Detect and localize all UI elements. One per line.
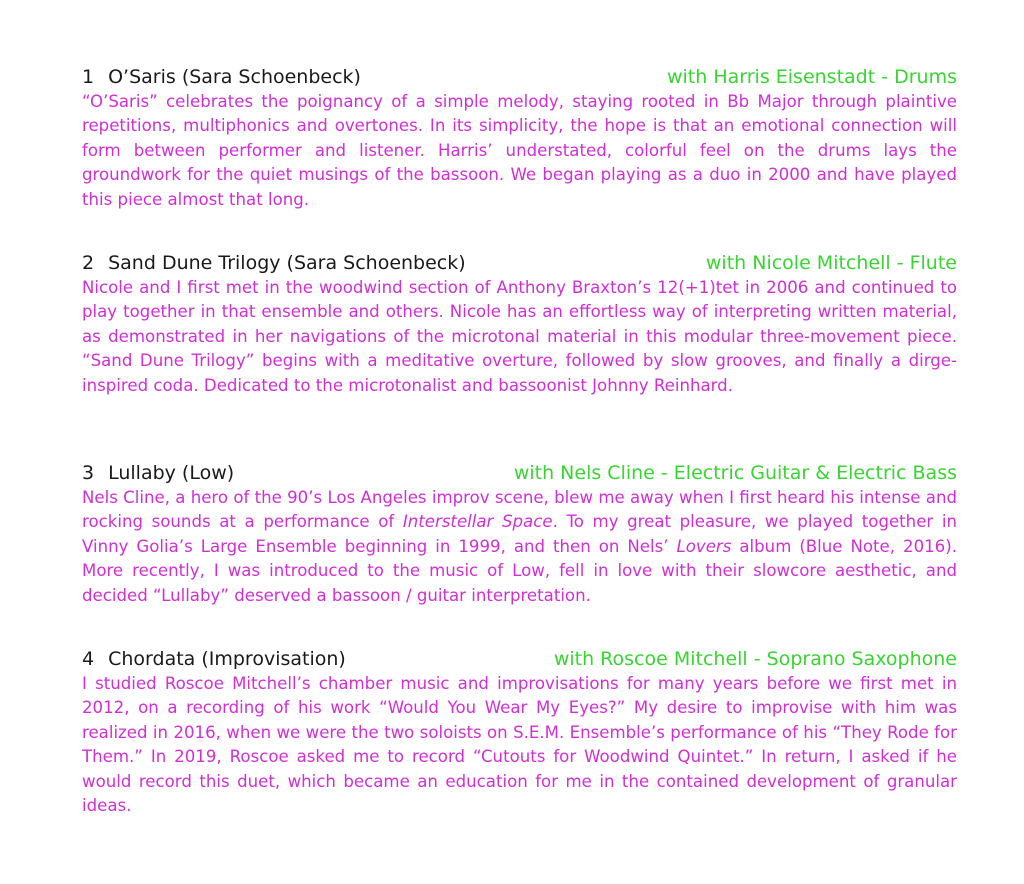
track-2: [82, 250, 957, 398]
track-header: [82, 64, 957, 90]
track-guest: with Nicole Mitchell - Flute: [705, 252, 957, 274]
track-header: [82, 250, 957, 276]
track-3: [82, 460, 957, 608]
track-number: 1: [82, 66, 95, 88]
track-title-text: Lullaby (Low): [108, 462, 235, 484]
track-title-text: Chordata (Improvisation): [108, 648, 346, 670]
description-text: Nicole and I first met in the woodwind section of Anthony Braxton’s 12(+1)tet in 2006 and continued to play together in that ensemble and others. Nicole has an effortless way of interpreting written material, as demonstrated in her navigations of the microtonal material in this modular three-movement piece. “Sand Dune Trilogy” begins with a meditative overture, followed by slow grooves, and finally a dirge-inspired coda. Dedicated to the microtonalist and bassoonist Johnny Reinhard.: [82, 278, 957, 395]
description-text: album (Blue Note, 2016). More recently, I was introduced to the music of Low, fell in love with their slowcore aesthetic, and decided “Lullaby” deserved a bassoon / guitar interpretation.: [82, 536, 957, 605]
track-4: [82, 646, 957, 818]
track-description: [82, 672, 957, 818]
track-title: [82, 646, 346, 672]
track-guest: with Roscoe Mitchell - Soprano Saxophone: [553, 648, 957, 670]
track-title: [82, 64, 361, 90]
description-text: . To my great pleasure, we played together in Vinny Golia’s Large Ensemble beginning in 1999, and then on Nels’: [82, 512, 957, 556]
track-title: [82, 250, 466, 276]
track-number: 3: [82, 462, 95, 484]
track-number: 2: [82, 252, 95, 274]
track-title: [82, 460, 234, 486]
description-text: “O’Saris” celebrates the poignancy of a simple melody, staying rooted in Bb Major through plaintive repetitions, multiphonics and overtones. In its simplicity, the hope is that an emotional connection will form between performer and listener. Harris’ understated, colorful feel on the drums lays the groundwork for the quiet musings of the bassoon. We began playing as a duo in 2000 and have played this piece almost that long.: [82, 92, 957, 209]
track-guest: with Nels Cline - Electric Guitar & Electric Bass: [513, 462, 957, 484]
track-title-text: Sand Dune Trilogy (Sara Schoenbeck): [108, 252, 466, 274]
track-header: [82, 460, 957, 486]
track-title-text: O’Saris (Sara Schoenbeck): [108, 66, 361, 88]
track-description: [82, 276, 957, 398]
track-guest: with Harris Eisenstadt - Drums: [666, 66, 957, 88]
track-header: [82, 646, 957, 672]
description-text: Nels Cline, a hero of the 90’s Los Angeles improv scene, blew me away when I first heard his intense and rocking sounds at a performance of: [82, 488, 957, 532]
track-1: [82, 64, 957, 212]
track-description: [82, 90, 957, 212]
track-number: 4: [82, 648, 95, 670]
italic-title: Lovers: [676, 536, 732, 556]
track-description: [82, 486, 957, 608]
italic-title: Interstellar Space: [402, 512, 553, 532]
description-text: I studied Roscoe Mitchell’s chamber music and improvisations for many years before we first met in 2012, on a recording of his work “Would You Wear My Eyes?” My desire to improvise with him was realized in 2016, when we were the two soloists on S.E.M. Ensemble’s performance of his “They Rode for Them.” In 2019, Roscoe asked me to record “Cutouts for Woodwind Quintet.” In return, I asked if he would record this duet, which became an education for me in the contained development of granular ideas.: [82, 674, 957, 816]
